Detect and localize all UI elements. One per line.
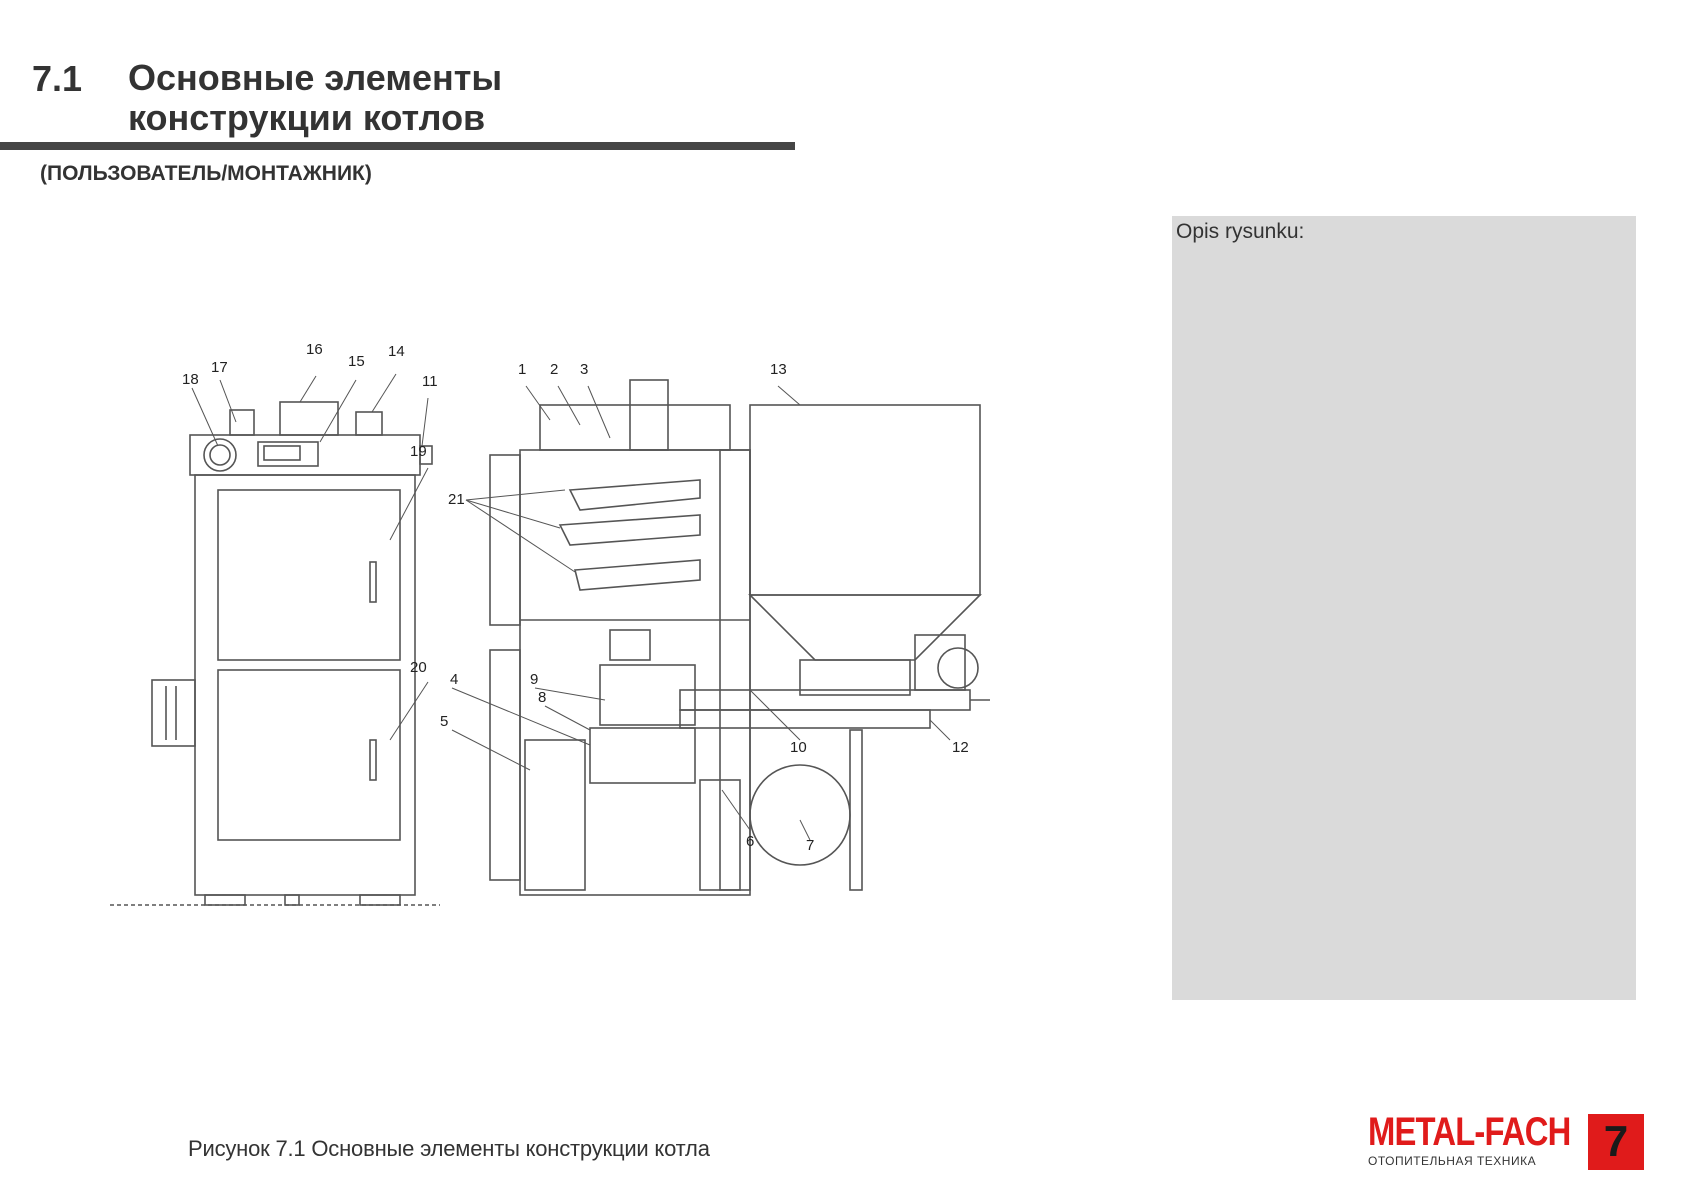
callout-15: 15 — [348, 353, 365, 370]
auger-motor — [915, 635, 965, 690]
page-title-line-2: конструкции котлов — [128, 97, 486, 138]
page-title-line-1: Основные элементы — [128, 57, 503, 98]
section-number: 7.1 — [32, 58, 83, 99]
gear-wheel — [938, 648, 978, 688]
flue-outlet — [280, 402, 338, 435]
page-number: 7 — [1603, 1117, 1629, 1166]
title-underline — [0, 142, 795, 150]
callout-11: 11 — [422, 373, 438, 390]
boiler-body-section — [520, 450, 750, 895]
callout-17: 17 — [211, 359, 228, 376]
legend-panel — [1172, 216, 1636, 1000]
callout-8: 8 — [538, 689, 547, 706]
baffle-2 — [560, 515, 700, 545]
legend-title: Opis rysunku: — [1176, 220, 1305, 243]
retort — [590, 728, 695, 783]
ash-pan — [525, 740, 585, 890]
callout-20: 20 — [410, 659, 427, 676]
brand-tagline: ОТОПИТЕЛЬНАЯ ТЕХНИКА — [1368, 1154, 1537, 1168]
callout-5: 5 — [440, 713, 449, 730]
mixing-valve — [750, 765, 850, 865]
figure-caption: Рисунок 7.1 Основные элементы конструкции котла — [188, 1136, 710, 1161]
fan-motor — [152, 680, 195, 746]
thermometer-gauge — [204, 439, 236, 471]
page-number-badge — [1588, 1114, 1644, 1170]
page-title — [128, 58, 502, 138]
callout-19: 19 — [410, 443, 427, 460]
callout-9: 9 — [530, 671, 539, 688]
callout-21: 21 — [448, 491, 465, 508]
callout-3: 3 — [580, 361, 589, 378]
brand-name: METAL-FACH — [1368, 1110, 1571, 1154]
callout-4: 4 — [450, 671, 459, 688]
boiler-body-front — [195, 475, 415, 895]
feeder-tube — [680, 690, 970, 710]
callout-2: 2 — [550, 361, 559, 378]
callout-7: 7 — [806, 837, 815, 854]
upper-door — [218, 490, 400, 660]
baffle-3 — [575, 560, 700, 590]
callout-13: 13 — [770, 361, 787, 378]
callout-6: 6 — [746, 833, 755, 850]
boiler-drawing — [110, 341, 1070, 920]
fuel-hopper — [750, 405, 980, 595]
baffle-1 — [570, 480, 700, 510]
callout-14: 14 — [388, 343, 405, 360]
callout-16: 16 — [306, 341, 323, 358]
callout-18: 18 — [182, 371, 199, 388]
top-insulation — [540, 405, 730, 450]
callout-1: 1 — [518, 361, 527, 378]
brand-logo — [1368, 1110, 1571, 1170]
front-control-panel — [190, 435, 420, 475]
callout-12: 12 — [952, 739, 969, 756]
callout-10: 10 — [790, 739, 807, 756]
lower-door — [218, 670, 400, 840]
flue-pipe — [630, 380, 668, 450]
audience-label: (ПОЛЬЗОВАТЕЛЬ/МОНТАЖНИК) — [40, 162, 372, 185]
